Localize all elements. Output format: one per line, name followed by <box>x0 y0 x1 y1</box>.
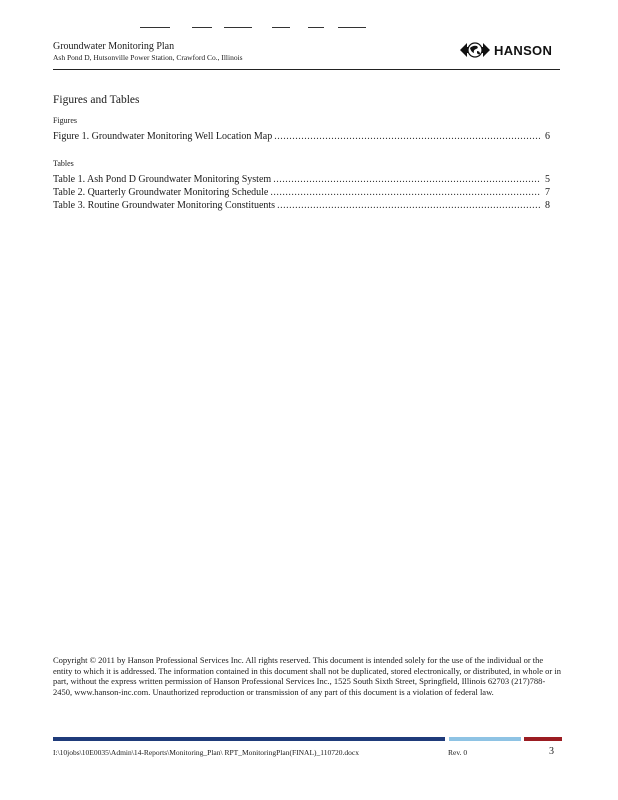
figures-section-label: Figures <box>53 116 77 125</box>
header-rule <box>53 69 560 70</box>
logo-text: HANSON <box>494 42 553 58</box>
toc-entry-label: Table 3. Routine Groundwater Monitoring Constituents <box>53 200 276 211</box>
toc-entry-page: 8 <box>545 200 550 211</box>
document-subtitle: Ash Pond D, Hutsonville Power Station, Crawford Co., Illinois <box>53 53 243 62</box>
toc-entry-label: Table 1. Ash Pond D Groundwater Monitoring System <box>53 174 272 185</box>
footer-bar-light-blue <box>449 737 521 741</box>
toc-entry-page: 6 <box>545 131 550 142</box>
toc-entry-label: Table 2. Quarterly Groundwater Monitoring Schedule <box>53 187 269 198</box>
toc-entry-table-2[interactable] <box>53 187 550 199</box>
toc-entry-page: 5 <box>545 174 550 185</box>
hanson-globe-icon <box>458 40 492 60</box>
toc-entry-page: 7 <box>545 187 550 198</box>
toc-entry-table-3[interactable] <box>53 200 550 212</box>
page-number: 3 <box>549 746 554 757</box>
footer-bar-red <box>524 737 562 741</box>
tables-section-label: Tables <box>53 159 74 168</box>
toc-leader-dots <box>277 200 540 212</box>
footer-revision: Rev. 0 <box>448 748 468 757</box>
document-title: Groundwater Monitoring Plan <box>53 41 175 52</box>
toc-entry-label: Figure 1. Groundwater Monitoring Well Location Map <box>53 131 273 142</box>
toc-leader-dots <box>274 131 540 143</box>
footer-file-path: I:\10jobs\10E0035\Admin\14-Reports\Monitoring_Plan\ RPT_MonitoringPlan(FINAL)_110720.docx <box>53 748 359 757</box>
toc-leader-dots <box>273 174 540 186</box>
toc-heading: Figures and Tables <box>53 94 140 106</box>
hanson-logo <box>458 40 552 60</box>
footer-bar-navy <box>53 737 445 741</box>
copyright-notice: Copyright © 2011 by Hanson Professional Services Inc. All rights reserved. This document is intended solely for the use of the individual or the entity to which it is addressed. The information contained in this document shall not be duplicated, stored electronically, or distributed, in whole or in part, without the express written permission of Hanson Professional Services Inc., 1525 South Sixth Street, Springfield, Illinois 62703 (217)788-2450, www.hanson-inc.com. Unauthorized reproduction or transmission of any part of this document is a violation of federal law. <box>53 655 561 697</box>
toc-entry-figure-1[interactable] <box>53 131 550 143</box>
toc-entry-table-1[interactable] <box>53 174 550 186</box>
header-top-marks <box>140 27 370 29</box>
toc-leader-dots <box>270 187 540 199</box>
